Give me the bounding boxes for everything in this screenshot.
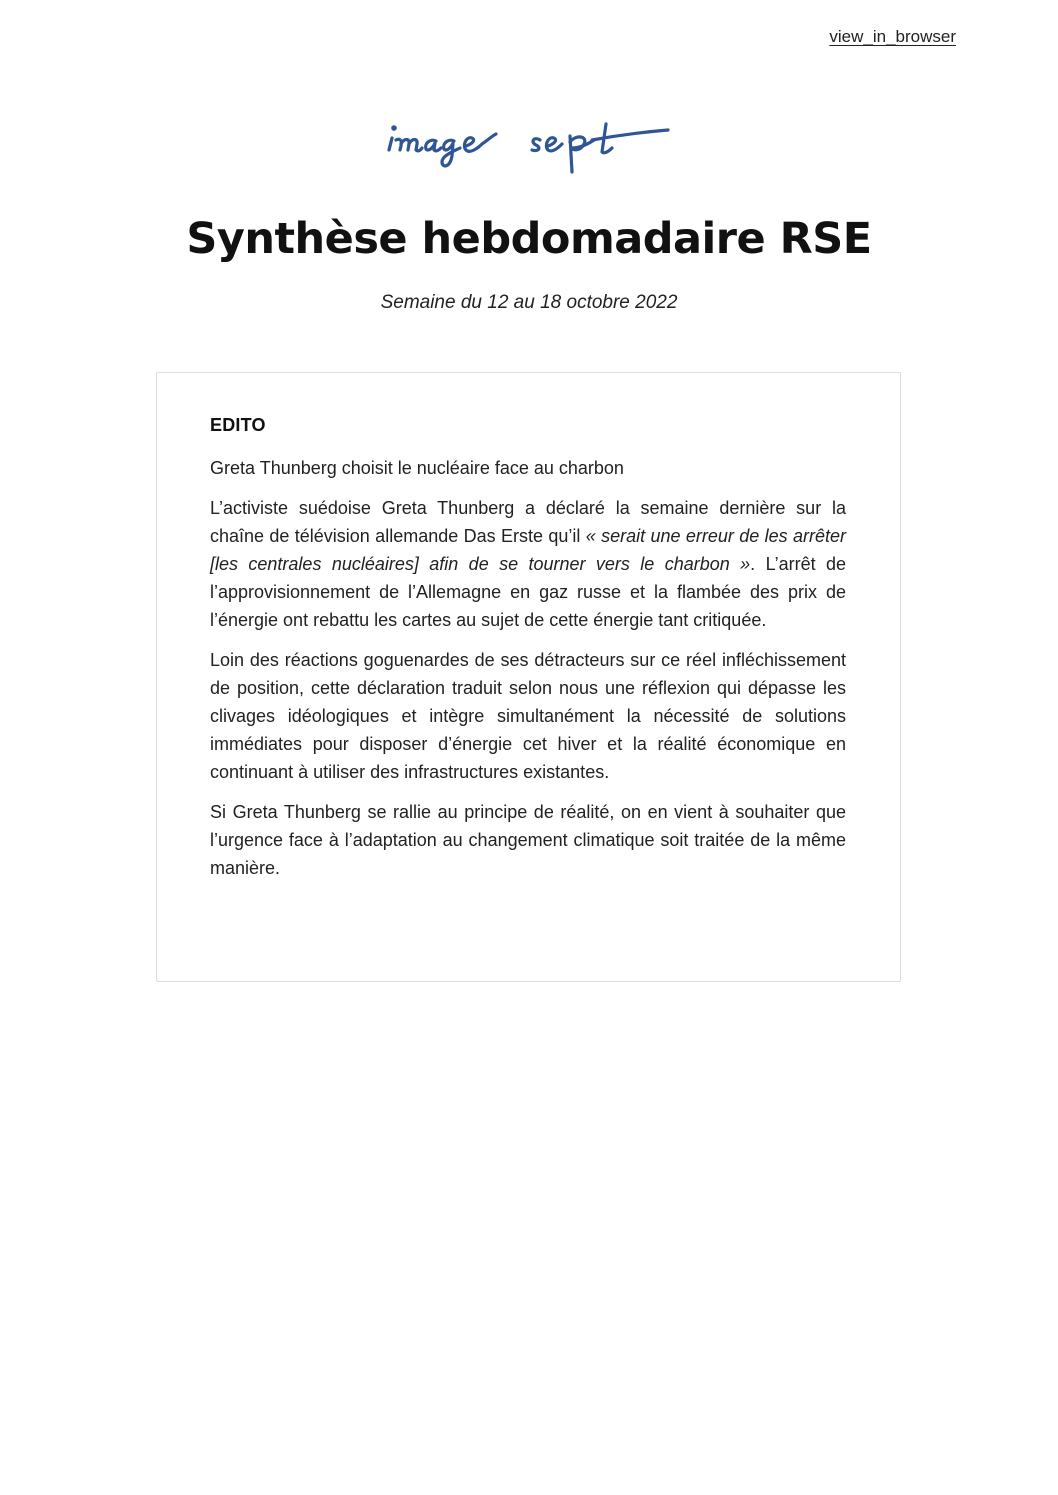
- edito-card: [156, 372, 901, 982]
- edito-label: EDITO: [210, 415, 266, 435]
- edito-paragraph-1: [210, 494, 846, 634]
- view-in-browser-link[interactable]: view_in_browser: [829, 27, 956, 46]
- paragraph-1-intro: L’activiste suédoise Greta Thunberg a déclaré la semaine dernière sur la chaîne de télévision allemande Das Erste qu’il: [210, 498, 846, 546]
- page-title: Synthèse hebdomadaire RSE: [186, 214, 872, 264]
- edito-paragraph-3: Si Greta Thunberg se rallie au principe de réalité, on en vient à souhaiter que l’urgence face à l’adaptation au changement climatique soit traitée de la même manière.: [210, 802, 846, 878]
- image-sept-logo: [384, 110, 674, 178]
- edito-paragraph-2: Loin des réactions goguenardes de ses détracteurs sur ce réel infléchissement de position, cette déclaration traduit selon nous une réflexion qui dépasse les clivages idéologiques et intègre simultanément la nécessité de solutions immédiates pour disposer d’énergie cet hiver et la réalité économique en continuant à utiliser des infrastructures existantes.: [210, 650, 846, 782]
- edito-headline: Greta Thunberg choisit le nucléaire face au charbon: [210, 458, 624, 478]
- paragraph-1-rest: . L’arrêt de l’approvisionnement de l’Allemagne en gaz russe et la flambée des prix de l’énergie ont rebattu les cartes au sujet de cette énergie tant critiquée.: [210, 554, 847, 630]
- paragraph-1-quote: « serait une erreur de les arrêter [les centrales nucléaires] afin de se tourner vers le charbon »: [210, 526, 846, 574]
- page-subtitle: Semaine du 12 au 18 octobre 2022: [380, 292, 678, 313]
